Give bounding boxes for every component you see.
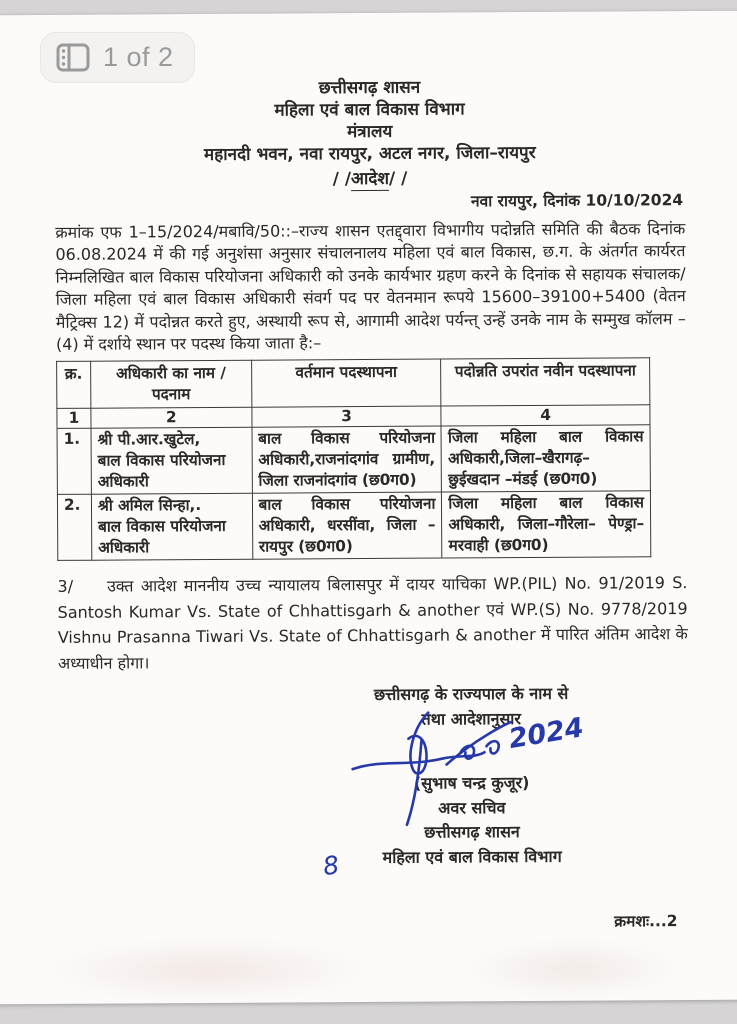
cell-officer	[91, 494, 252, 561]
officer-post: बाल विकास परियोजना अधिकारी	[97, 451, 226, 492]
col-number: 4	[441, 405, 650, 426]
on-behalf-line: तथा आदेशानुसार	[421, 709, 522, 729]
clause-number: 3/	[57, 577, 74, 597]
cell-new-posting: जिला महिला बाल विकास अधिकारी, जिला–गौरेला– पेण्ड्रा–मरवाही (छ0ग0)	[442, 491, 651, 558]
col-header-officer: अधिकारी का नाम / पदनाम	[91, 361, 252, 409]
officer-name: श्री पी.आर.खुटेल,	[97, 430, 201, 450]
signatory-name: (सुभाष चन्द्र कुजूर)	[413, 773, 530, 794]
scanned-document-page	[0, 11, 737, 1005]
cell-sno: 1.	[57, 429, 91, 495]
continuation-note: क्रमशः...2	[614, 912, 678, 931]
reader-pages-icon	[55, 42, 91, 73]
clause-text: उक्त आदेश माननीय उच्च न्यायालय बिलासपुर में दायर याचिका WP.(PIL) No. 91/2019 S. Santosh Kumar Vs. State of Chhattisgarh & another एवं WP.(S) No. 9778/2019 Vishnu Prasanna Tiwari Vs. State of Chhattisgarh & another में पारित अंतिम आदेश के अध्याधीन होगा।	[57, 573, 688, 673]
order-title-prefix: / /	[332, 169, 352, 190]
header-government: छत्तीसगढ़ शासन	[318, 77, 421, 99]
cell-sno: 2.	[57, 495, 91, 561]
cell-current-posting: बाल विकास परियोजना अधिकारी, धरसींवा, जिला –रायपुर (छ0ग0)	[252, 492, 442, 559]
on-behalf-line: छत्तीसगढ़ के राज्यपाल के नाम से	[373, 684, 569, 705]
order-title	[55, 164, 685, 191]
order-title-text: आदेश	[350, 168, 390, 190]
signatory-department: महिला एवं बाल विकास विभाग	[382, 846, 562, 867]
header-address: महानदी भवन, नवा रायपुर, अटल नगर, जिला–रायपुर	[203, 142, 536, 165]
table-row	[57, 425, 650, 495]
officer-post: बाल विकास परियोजना अधिकारी	[98, 517, 226, 558]
posting-table	[56, 358, 651, 562]
handwritten-mark: 8	[321, 850, 342, 882]
clause-3-paragraph	[57, 570, 688, 676]
col-header-new-posting: पदोन्नति उपरांत नवीन पदस्थापना	[441, 358, 650, 406]
col-number: 2	[91, 408, 252, 429]
officer-name: श्री अमिल सिन्हा,.	[97, 496, 202, 516]
cell-officer	[91, 428, 252, 495]
page-indicator-label: 1 of 2	[103, 42, 174, 72]
signature-block	[306, 682, 637, 882]
col-header-sno: क्र.	[57, 362, 91, 409]
table-row	[57, 491, 650, 561]
cell-new-posting: जिला महिला बाल विकास अधिकारी,जिला–खैरागढ़– छुईखदान –मंडई (छ0ग0)	[441, 425, 650, 492]
signatory-designation: अवर सचिव	[438, 798, 506, 818]
table-header-row	[57, 358, 650, 409]
order-title-suffix: / /	[388, 168, 408, 189]
col-header-current-posting: वर्तमान पदस्थापना	[251, 359, 441, 407]
col-number: 1	[57, 409, 91, 429]
signatory-org: छत्तीसगढ़ शासन	[424, 822, 520, 843]
col-number: 3	[252, 406, 442, 427]
page-indicator-pill[interactable]	[40, 32, 195, 83]
dateline: नवा रायपुर, दिनांक 10/10/2024	[470, 191, 684, 211]
handwritten-year: 2024	[506, 712, 586, 756]
order-body-paragraph: क्रमांक एफ 1–15/2024/मबावि/50::–राज्य शासन एतद्द्वारा विभागीय पदोन्नति समिति की बैठक दिनांक 06.08.2024 में की गई अनुशंसा अनुसार संचालनालय महिला एवं बाल विकास, छ.ग. के अंतर्गत कार्यरत निम्नलिखित बाल विकास परियोजना अधिकारी को उनके कार्यभार ग्रहण करने के दिनांक से सहायक संचालक/जिला महिला एवं बाल विकास अधिकारी संवर्ग पद पर वेतनमान रूपये 15600–39100+5400 (वेतन मैट्रिक्स 12) में पदोन्नत करते हुए, अस्थायी रूप से, आगामी आदेश पर्यन्त् उन्हें उनके नाम के सम्मुख कॉलम –(4) में दर्शाये स्थान पर पदस्थ किया जाता है:–	[55, 219, 686, 354]
header-department: महिला एवं बाल विकास विभाग	[274, 99, 465, 121]
header-ministry: मंत्रालय	[346, 121, 393, 143]
cell-current-posting: बाल विकास परियोजना अधिकारी,राजनांदगांव ग्रामीण, जिला राजनांदगांव (छ0ग0)	[252, 426, 442, 493]
